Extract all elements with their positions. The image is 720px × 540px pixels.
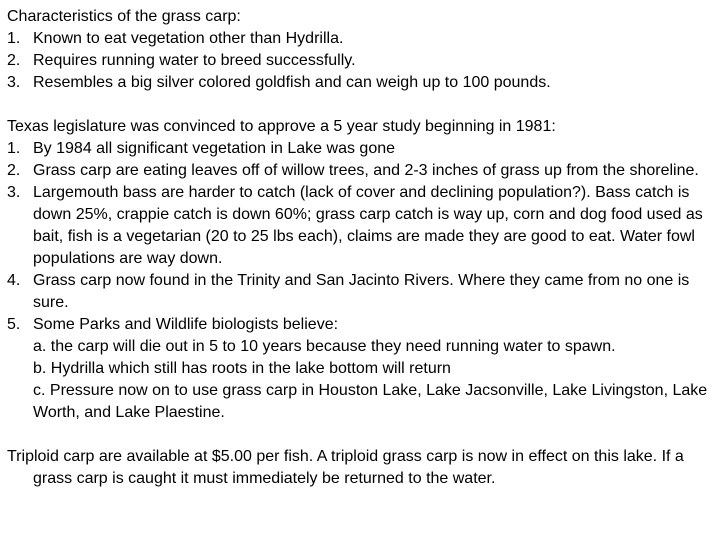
list-text: Grass carp now found in the Trinity and San Jacinto Rivers. Where they came from no one is sure. <box>33 272 690 311</box>
sub-list-item: a. the carp will die out in 5 to 10 years because they need running water to spawn. <box>33 338 616 355</box>
triploid-paragraph: Triploid carp are available at $5.00 per fish. A triploid grass carp is now in effect on this lake. If a grass carp is caught it must immediately be returned to the water. <box>7 448 684 487</box>
list-text: Resembles a big silver colored goldfish and can weigh up to 100 pounds. <box>33 74 551 91</box>
list-number: 2. <box>7 52 21 69</box>
list-item <box>7 270 713 314</box>
study-heading: Texas legislature was convinced to approve a 5 year study beginning in 1981: <box>7 118 556 135</box>
list-item <box>7 138 713 160</box>
characteristics-heading: Characteristics of the grass carp: <box>7 8 241 25</box>
list-text: By 1984 all significant vegetation in Lake was gone <box>33 140 396 157</box>
document-page <box>7 6 713 490</box>
list-number: 1. <box>7 30 21 47</box>
list-item <box>7 160 713 182</box>
spacer <box>7 424 713 446</box>
list-item <box>7 72 713 94</box>
sub-list-item: c. Pressure now on to use grass carp in Houston Lake, Lake Jacsonville, Lake Livingston, Lake Worth, and Lake Plaestine. <box>33 382 708 421</box>
list-text: Some Parks and Wildlife biologists believe: <box>33 316 339 333</box>
list-item <box>7 314 713 424</box>
sub-list-item: b. Hydrilla which still has roots in the lake bottom will return <box>33 360 451 377</box>
list-item <box>7 182 713 270</box>
list-text: Requires running water to breed successfully. <box>33 52 356 69</box>
spacer <box>7 94 713 116</box>
list-item <box>7 28 713 50</box>
characteristics-section <box>7 6 713 94</box>
list-text: Known to eat vegetation other than Hydrilla. <box>33 30 344 47</box>
list-number: 2. <box>7 162 21 179</box>
list-number: 3. <box>7 74 21 91</box>
list-text: Grass carp are eating leaves off of willow trees, and 2-3 inches of grass up from the shoreline. <box>33 162 699 179</box>
list-item <box>7 50 713 72</box>
list-number: 1. <box>7 140 21 157</box>
list-number: 4. <box>7 272 21 289</box>
study-section <box>7 116 713 424</box>
list-number: 5. <box>7 316 21 333</box>
list-text: Largemouth bass are harder to catch (lack of cover and declining population?). Bass catch is down 25%, crappie catch is down 60%; grass carp catch is way up, corn and dog food used as bait, fish is a vegetarian (20 to 25 lbs each), claims are made they are good to eat. Water fowl populations are way down. <box>33 184 703 267</box>
list-number: 3. <box>7 184 21 201</box>
